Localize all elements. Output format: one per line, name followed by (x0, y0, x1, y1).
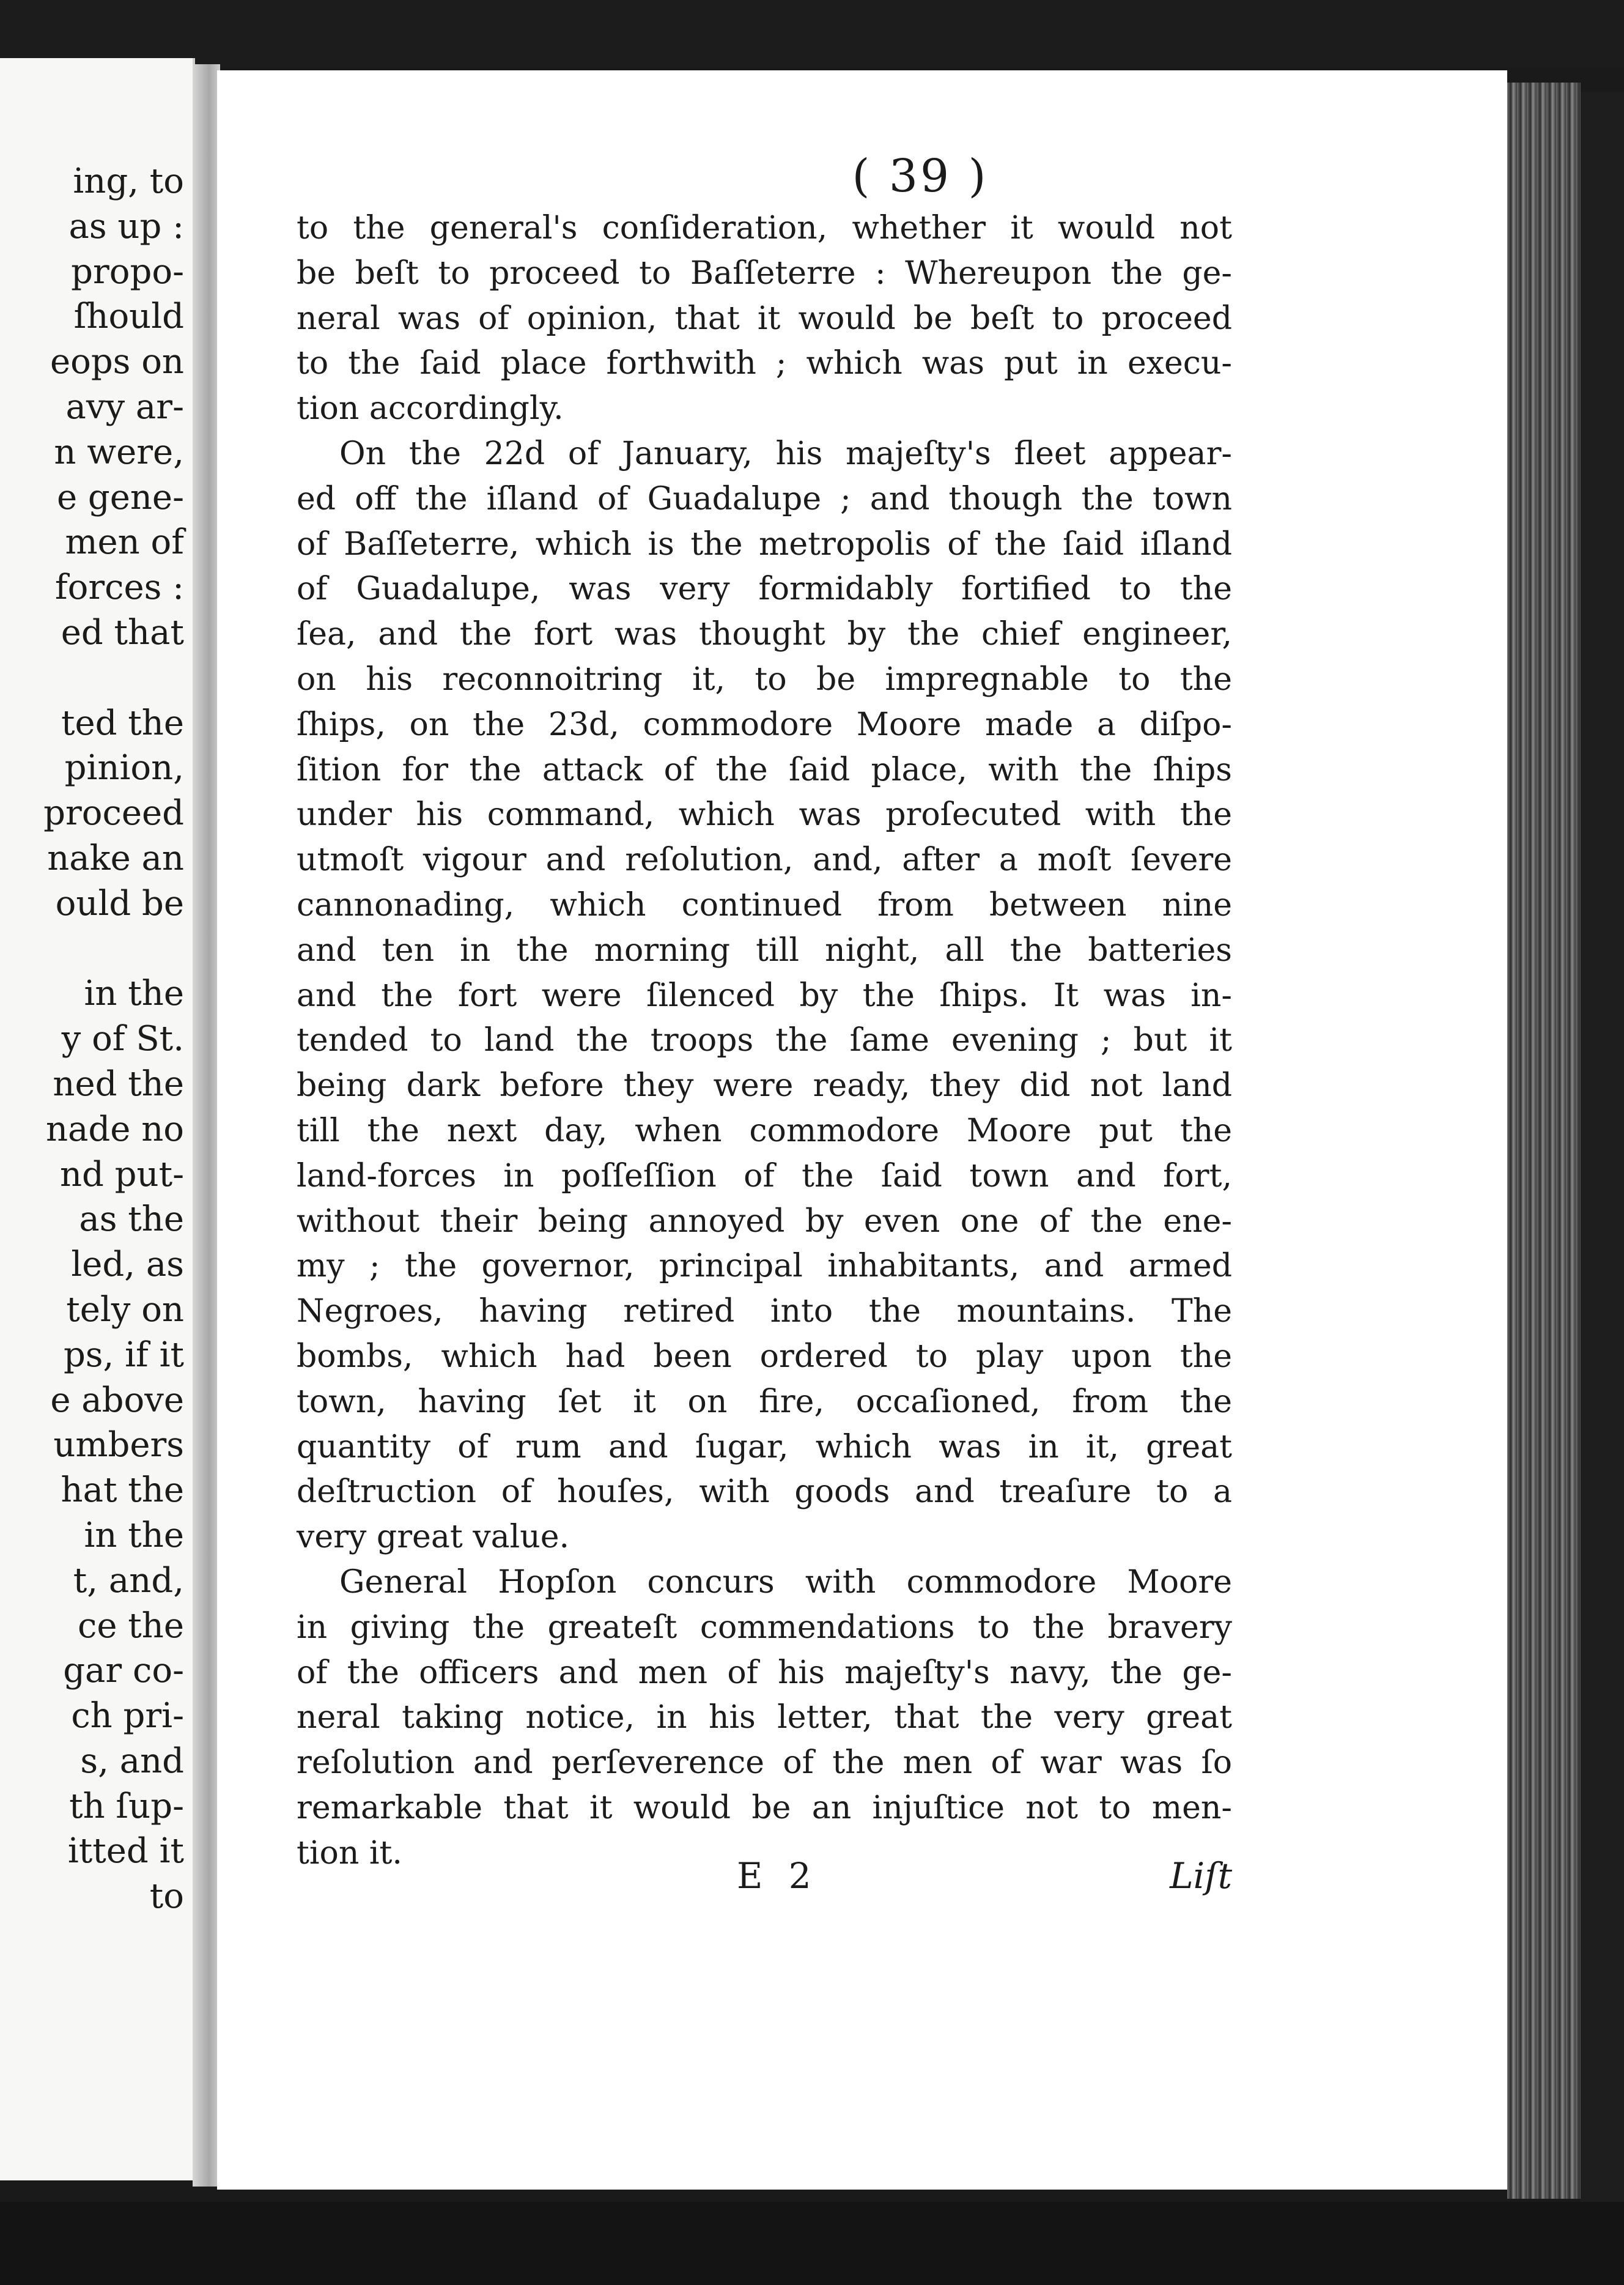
text-line: being dark before they were ready, they did not land (297, 1067, 1232, 1105)
previous-page-line: th ſup- (69, 1786, 184, 1826)
text-line: to the general's conſideration, whether it would not (297, 210, 1232, 246)
page-number-header: ( 39 ) (852, 150, 989, 202)
scan-bottom-background (0, 2202, 1624, 2285)
previous-page-line: e above (50, 1380, 184, 1420)
previous-page-line: avy ar- (65, 387, 184, 427)
text-line: remarkable that it would be an injuſtice not to men- (297, 1789, 1232, 1826)
previous-page-line: as the (79, 1199, 184, 1240)
previous-page-line: ed that (61, 612, 184, 653)
previous-page-line: ſhould (73, 297, 184, 337)
previous-page-line: propo- (71, 251, 184, 292)
scan-top-background (0, 0, 1624, 67)
previous-page-line: forces : (54, 568, 184, 608)
text-line: till the next day, when commodore Moore put the (297, 1112, 1232, 1149)
previous-page-line: ned the (53, 1064, 184, 1104)
text-line: quantity of rum and ſugar, which was in it, great (297, 1428, 1232, 1465)
text-line: Negroes, having retired into the mountains. The (297, 1293, 1232, 1330)
paragraph (297, 432, 1232, 1560)
previous-page-line: hat the (61, 1470, 184, 1511)
text-line: be beſt to proceed to Baſſeterre : Whereupon the ge- (297, 254, 1232, 292)
page-footer (297, 1855, 1232, 1904)
previous-page-line: men of (65, 522, 184, 563)
text-line: tion accordingly. (297, 390, 564, 428)
text-line: without their being annoyed by even one of the ene- (297, 1202, 1232, 1240)
previous-page-line: ted the (61, 703, 184, 743)
previous-page-line: itted it (67, 1831, 184, 1872)
text-line: land-forces in poſſeſſion of the ſaid town and fort, (297, 1157, 1232, 1194)
previous-page-line: umbers (53, 1425, 184, 1465)
text-line: very great value. (297, 1519, 570, 1556)
signature-mark: E 2 (737, 1855, 819, 1897)
text-line: General Hopſon concurs with commodore Moore (339, 1563, 1232, 1601)
previous-page-line: to (149, 1876, 184, 1917)
text-line: of the officers and men of his majeſty's navy, the ge- (297, 1654, 1232, 1691)
previous-page-line: proceed (43, 793, 184, 834)
previous-page-line: in the (84, 1515, 184, 1555)
previous-page-line: nd put- (59, 1154, 184, 1194)
previous-page-line: led, as (71, 1245, 184, 1285)
previous-page-line (1, 927, 184, 972)
previous-page-line: in the (84, 974, 184, 1014)
previous-page-line: t, and, (73, 1560, 184, 1601)
previous-page-fragment (0, 58, 195, 2180)
text-line: reſolution and perſeverence of the men of war was ſo (297, 1744, 1232, 1782)
previous-page-line: n were, (54, 432, 184, 472)
text-line: on his reconnoitring it, to be impregnable to the (297, 661, 1232, 698)
previous-page-line: e gene- (56, 477, 184, 517)
text-line: in giving the greateſt commendations to the bravery (297, 1609, 1232, 1646)
text-line: ſea, and the fort was thought by the chief engineer, (297, 616, 1232, 653)
text-line: On the 22d of January, his majeſty's fleet appear- (339, 435, 1232, 472)
text-line: tion it. (297, 1834, 402, 1872)
previous-page-line: tely on (66, 1289, 184, 1330)
previous-page-line: nake an (47, 838, 184, 878)
book-gutter (193, 64, 220, 2187)
previous-page-line: eops on (50, 342, 184, 382)
book-page (217, 70, 1507, 2190)
text-line: utmoſt vigour and reſolution, and, after a moſt ſevere (297, 842, 1232, 879)
previous-page-line: pinion, (64, 748, 184, 788)
page-block-edge (1507, 83, 1581, 2199)
text-line: under his command, which was proſecuted with the (297, 796, 1232, 834)
previous-page-line: ould be (55, 883, 184, 924)
previous-page-line: ing, to (73, 161, 184, 201)
text-line: ſition for the attack of the ſaid place, with the ſhips (297, 751, 1232, 788)
text-line: to the ſaid place forthwith ; which was put in execu- (297, 345, 1232, 382)
text-line: of Guadalupe, was very formidably fortified to the (297, 571, 1232, 608)
previous-page-line: as up : (68, 206, 184, 246)
text-line: and ten in the morning till night, all the batteries (297, 931, 1232, 969)
previous-page-line: ps, if it (63, 1335, 184, 1375)
previous-page-line: ch pri- (71, 1696, 184, 1736)
text-line: ſhips, on the 23d, commodore Moore made a diſpo- (297, 706, 1232, 743)
paragraph (297, 1560, 1232, 1876)
text-line: town, having ſet it on fire, occaſioned, from the (297, 1383, 1232, 1420)
text-line: and the fort were ſilenced by the ſhips. It was in- (297, 977, 1232, 1014)
text-line: ed off the iſland of Guadalupe ; and though the town (297, 480, 1232, 517)
previous-page-line (1, 656, 184, 701)
previous-page-line: gar co- (63, 1651, 184, 1691)
page-body-text (297, 206, 1232, 1876)
text-line: cannonading, which continued from between nine (297, 886, 1232, 924)
previous-page-line: y of St. (61, 1019, 184, 1059)
previous-page-line: s, and (80, 1741, 184, 1781)
previous-page-line: ce the (77, 1605, 184, 1646)
catchword: Liſt (1170, 1855, 1232, 1897)
text-line: my ; the governor, principal inhabitants, and armed (297, 1248, 1232, 1285)
text-line: of Baſſeterre, which is the metropolis of the ſaid iſland (297, 525, 1232, 563)
previous-page-text (1, 159, 184, 1919)
text-line: deſtruction of houſes, with goods and treaſure to a (297, 1473, 1232, 1511)
text-line: tended to land the troops the ſame evening ; but it (297, 1022, 1232, 1059)
paragraph (297, 206, 1232, 432)
text-line: neral taking notice, in his letter, that the very great (297, 1699, 1232, 1736)
book-cover-edge (1581, 92, 1624, 2202)
previous-page-line: nade no (45, 1109, 184, 1149)
text-line: neral was of opinion, that it would be beſt to proceed (297, 300, 1232, 337)
text-line: bombs, which had been ordered to play upon the (297, 1338, 1232, 1375)
